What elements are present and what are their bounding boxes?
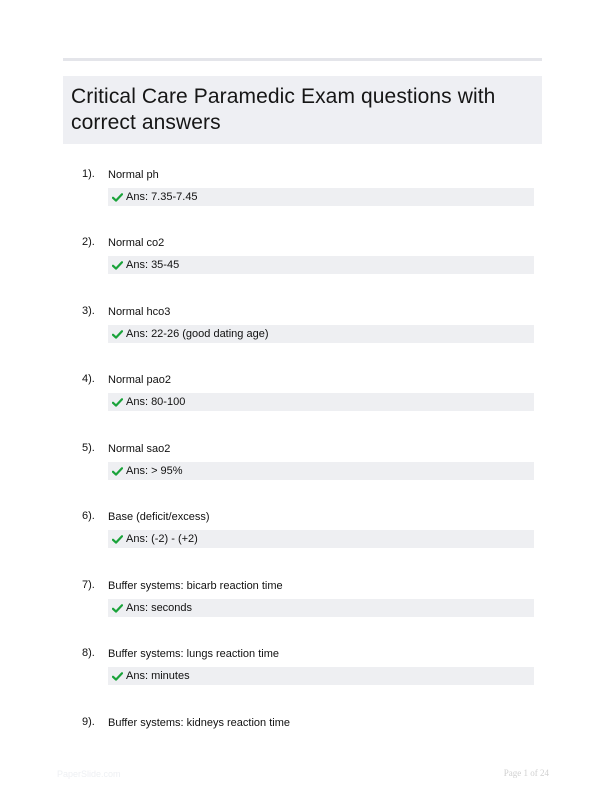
question-number: 2). [82, 236, 95, 248]
question-text: Normal co2 [108, 237, 165, 249]
question-number: 8). [82, 647, 95, 659]
question-text: Buffer systems: kidneys reaction time [108, 717, 290, 729]
question-number: 3). [82, 305, 95, 317]
question-number: 1). [82, 168, 95, 180]
checkmark-icon [112, 672, 123, 681]
question-item [0, 646, 606, 706]
answer-box [108, 256, 534, 274]
answer-text: Ans: minutes [126, 670, 190, 682]
question-item [0, 509, 606, 569]
answer-box [108, 393, 534, 411]
question-number: 4). [82, 373, 95, 385]
question-text: Normal sao2 [108, 443, 171, 455]
checkmark-icon [112, 604, 123, 613]
question-number: 5). [82, 442, 95, 454]
question-item [0, 441, 606, 501]
checkmark-icon [112, 330, 123, 339]
answer-text: Ans: (-2) - (+2) [126, 533, 198, 545]
title-banner [63, 76, 542, 144]
question-item [0, 715, 606, 775]
question-item [0, 372, 606, 432]
question-number: 7). [82, 579, 95, 591]
question-text: Normal pao2 [108, 374, 171, 386]
answer-box [108, 462, 534, 480]
footer-watermark: PaperSlide.com [57, 769, 121, 779]
checkmark-icon [112, 261, 123, 270]
answer-text: Ans: 35-45 [126, 259, 180, 271]
question-text: Buffer systems: bicarb reaction time [108, 580, 283, 592]
question-text: Normal ph [108, 169, 159, 181]
checkmark-icon [112, 398, 123, 407]
answer-box [108, 530, 534, 548]
answer-box [108, 667, 534, 685]
answer-box [108, 188, 534, 206]
checkmark-icon [112, 535, 123, 544]
answer-text: Ans: 7.35-7.45 [126, 191, 198, 203]
question-text: Base (deficit/excess) [108, 511, 210, 523]
checkmark-icon [112, 193, 123, 202]
top-divider [63, 58, 542, 61]
answer-text: Ans: > 95% [126, 465, 183, 477]
answer-text: Ans: 80-100 [126, 396, 186, 408]
page-number: Page 1 of 24 [503, 768, 549, 778]
answer-box [108, 325, 534, 343]
question-number: 6). [82, 510, 95, 522]
question-text: Normal hco3 [108, 306, 171, 318]
question-item [0, 578, 606, 638]
question-item [0, 304, 606, 364]
question-item [0, 167, 606, 227]
question-item [0, 235, 606, 295]
question-number: 9). [82, 716, 95, 728]
answer-text: Ans: seconds [126, 602, 193, 614]
document-title: Critical Care Paramedic Exam questions with correct answers [71, 85, 496, 134]
checkmark-icon [112, 467, 123, 476]
answer-text: Ans: 22-26 (good dating age) [126, 328, 269, 340]
answer-box [108, 599, 534, 617]
question-text: Buffer systems: lungs reaction time [108, 648, 279, 660]
